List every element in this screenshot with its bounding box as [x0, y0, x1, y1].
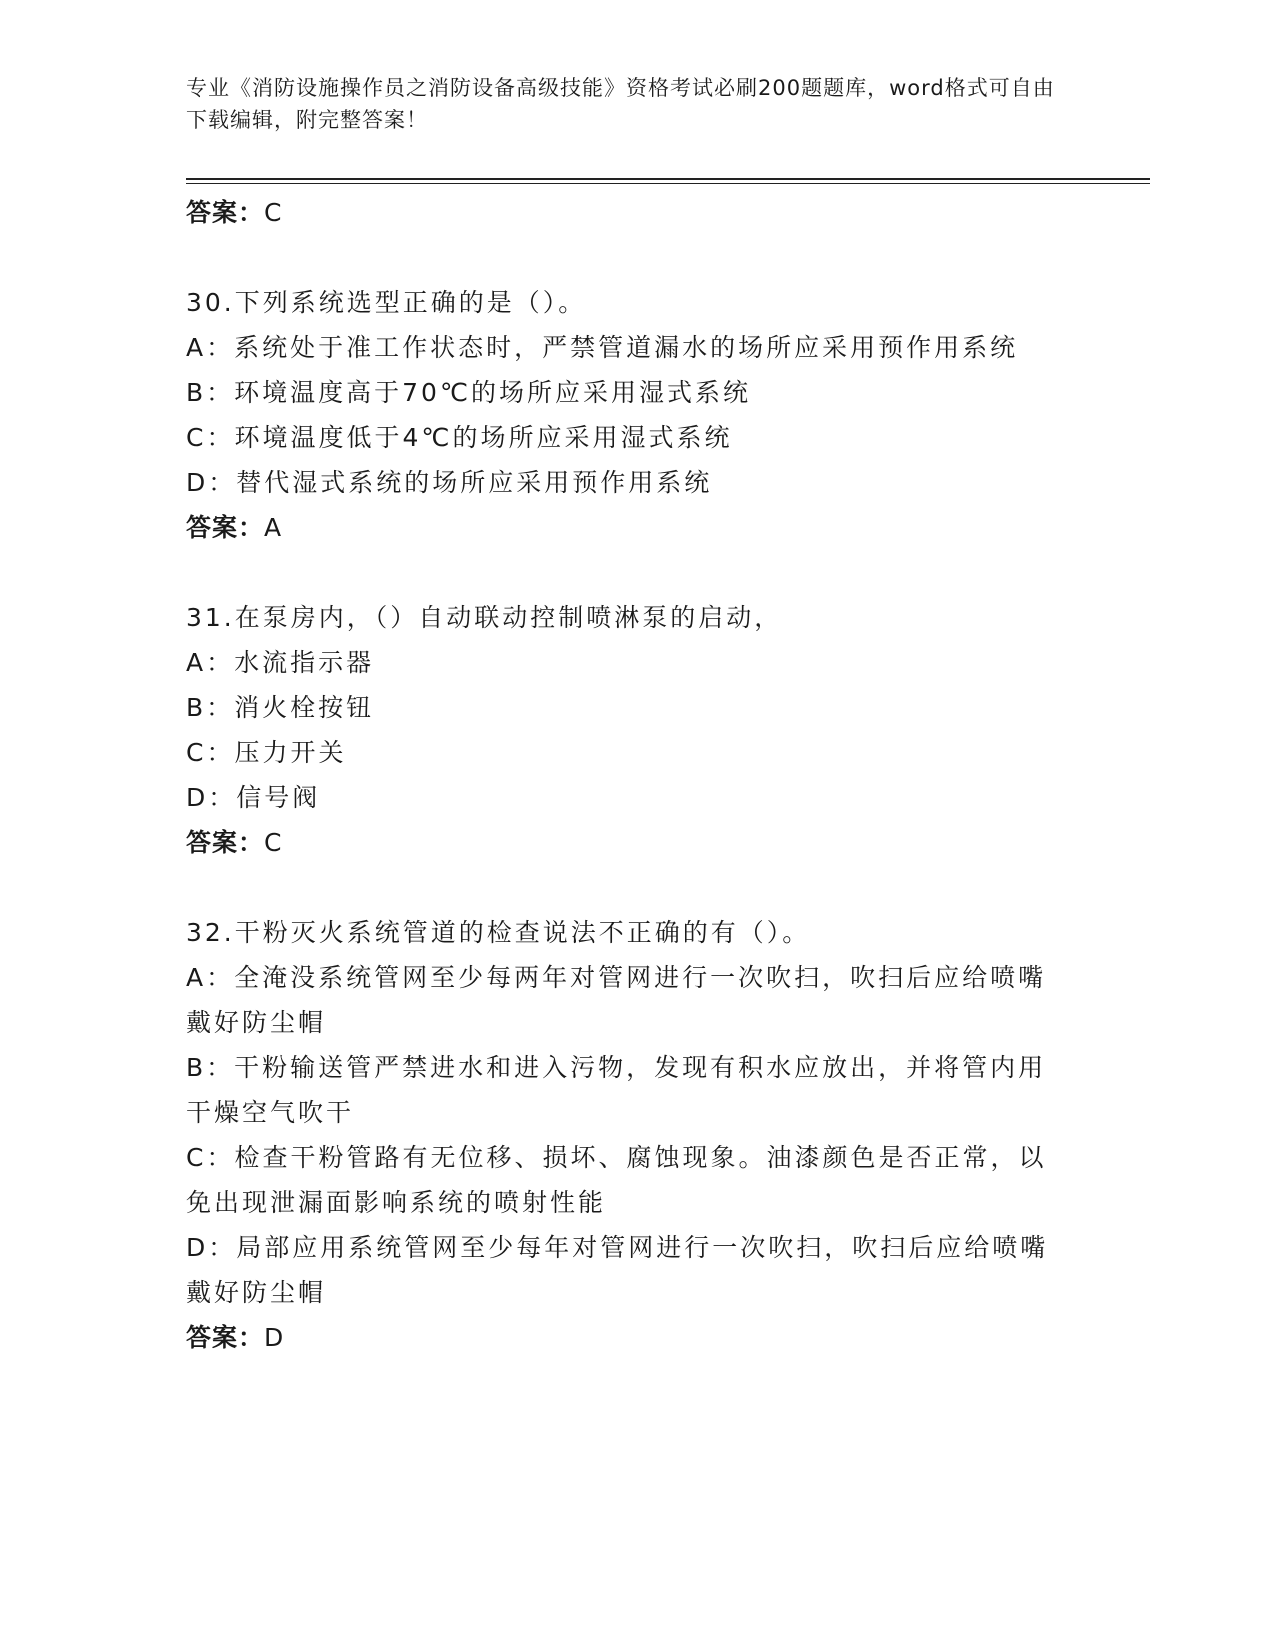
- question-answer: [186, 820, 1086, 865]
- option-c: C：环境温度低于4℃的场所应采用湿式系统: [186, 423, 733, 452]
- option-a: A：水流指示器: [186, 648, 375, 677]
- answer-label: 答案：: [186, 198, 265, 227]
- answer-value: C: [264, 198, 283, 227]
- question-stem: 30.下列系统选型正确的是（）。: [186, 288, 587, 317]
- option-b: B：干粉输送管严禁进水和进入污物，发现有积水应放出，并将管内用干燥空气吹干: [186, 1053, 1047, 1127]
- option-c: C：检查干粉管路有无位移、损坏、腐蚀现象。油漆颜色是否正常，以免出现泄漏面影响系统的喷射性能: [186, 1143, 1047, 1217]
- option-c: C：压力开关: [186, 738, 347, 767]
- prev-answer: [186, 190, 1086, 235]
- question-list: [186, 190, 1086, 1360]
- answer-value: D: [264, 1323, 285, 1352]
- option-a: A：系统处于准工作状态时，严禁管道漏水的场所应采用预作用系统: [186, 333, 1019, 362]
- option-d: D：替代湿式系统的场所应采用预作用系统: [186, 468, 713, 497]
- question-31: [186, 595, 1086, 865]
- option-a: A：全淹没系统管网至少每两年对管网进行一次吹扫，吹扫后应给喷嘴戴好防尘帽: [186, 963, 1047, 1037]
- question-answer: [186, 1315, 1086, 1360]
- question-answer: [186, 505, 1086, 550]
- question-stem: 31.在泵房内，（）自动联动控制喷淋泵的启动，: [186, 603, 783, 632]
- option-d: D：信号阀: [186, 783, 321, 812]
- question-stem: 32.干粉灭火系统管道的检查说法不正确的有（）。: [186, 918, 811, 947]
- answer-label: 答案：: [186, 1323, 265, 1352]
- answer-value: A: [264, 513, 283, 542]
- question-32: [186, 910, 1086, 1360]
- header-divider-thin: [186, 183, 1150, 184]
- answer-label: 答案：: [186, 513, 265, 542]
- question-30: [186, 280, 1086, 550]
- header-divider-thick: [186, 178, 1150, 180]
- document-header: 专业《消防设施操作员之消防设备高级技能》资格考试必刷200题题库，word格式可自由下载编辑，附完整答案！: [186, 76, 1055, 132]
- answer-label: 答案：: [186, 828, 265, 857]
- option-d: D：局部应用系统管网至少每年对管网进行一次吹扫，吹扫后应给喷嘴戴好防尘帽: [186, 1233, 1049, 1307]
- answer-value: C: [264, 828, 283, 857]
- option-b: B：环境温度高于70℃的场所应采用湿式系统: [186, 378, 752, 407]
- option-b: B：消火栓按钮: [186, 693, 375, 722]
